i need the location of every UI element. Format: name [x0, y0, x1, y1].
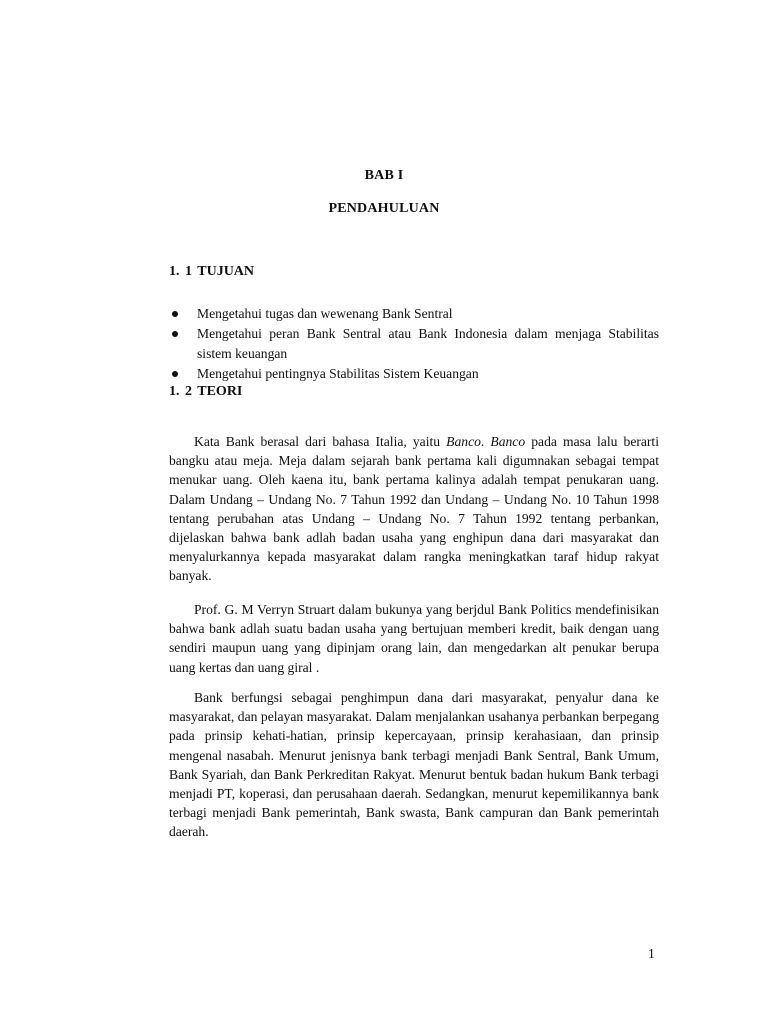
page-number: 1 — [648, 946, 655, 961]
bullet-icon — [172, 371, 178, 377]
section-heading-teori: 1. 2 TEORI — [169, 384, 243, 399]
list-item — [169, 304, 659, 324]
theory-paragraph-1 — [169, 432, 659, 586]
list-item-text: Mengetahui pentingnya Stabilitas Sistem Keuangan — [197, 366, 479, 381]
section-heading-tujuan: 1. 1 TUJUAN — [169, 264, 255, 279]
theory-paragraph-2: Prof. G. M Verryn Struart dalam bukunya yang berjdul Bank Politics mendefinisikan bahwa bank adlah suatu badan usaha yang bertujuan memberi kredit, baik dengan uang sendiri maupun uang yang dipinjam orang lain, dan mengedarkan alt penukar berupa uang kertas dan uang giral . — [169, 602, 659, 675]
theory-paragraph-3: Bank berfungsi sebagai penghimpun dana dari masyarakat, penyalur dana ke masyarakat, dan pelayan masyarakat. Dalam menjalankan usahanya perbankan berpegang pada prinsip kehati-hatian, prinsip kepercayaan, prinsip kerahasiaan, dan prinsip mengenal nasabah. Menurut jenisnya bank terbagi menjadi Bank Sentral, Bank Umum, Bank Syariah, dan Bank Perkreditan Rakyat. Menurut bentuk badan hukum Bank terbagi menjadi PT, koperasi, dan perusahaan daerah. Sedangkan, menurut kepemilikannya bank terbagi menjadi Bank pemerintah, Bank swasta, Bank campuran dan Bank pemerintah daerah. — [169, 690, 659, 840]
bullet-icon — [172, 331, 178, 337]
italic-term: Banco — [446, 434, 481, 449]
paragraph-text: Kata Bank berasal dari bahasa Italia, yaitu — [194, 434, 447, 449]
list-item-text: Mengetahui peran Bank Sentral atau Bank Indonesia dalam menjaga Stabilitas sistem keuangan — [197, 326, 659, 361]
italic-term: Banco — [490, 434, 526, 449]
bullet-icon — [172, 311, 178, 317]
chapter-title: PENDAHULUAN — [328, 201, 440, 216]
objectives-list — [169, 304, 659, 384]
list-item — [169, 364, 659, 384]
paragraph-text: . — [480, 434, 491, 449]
list-item-text: Mengetahui tugas dan wewenang Bank Sentral — [197, 306, 453, 321]
paragraph-text: pada masa lalu berarti bangku atau meja. Meja dalam sejarah bank pertama kali digumnakan sebagai tempat menukar uang. Oleh kaena itu, bank pertama kalinya adalah tempat penukaran uang. Dalam Undang – Undang No. 7 Tahun 1992 dan Undang – Undang No. 10 Tahun 1998 tentang perubahan atas Undang – Undang No. 7 Tahun 1992 tentang perbankan, dijelaskan bahwa bank adlah badan usaha yang enghipun dana dari masyarakat dan menyalurkannya kepada masyarakat dalam rangka meningkatkan taraf hidup rakyat banyak. — [169, 434, 659, 584]
list-item — [169, 324, 659, 364]
chapter-label: BAB I — [364, 168, 404, 183]
